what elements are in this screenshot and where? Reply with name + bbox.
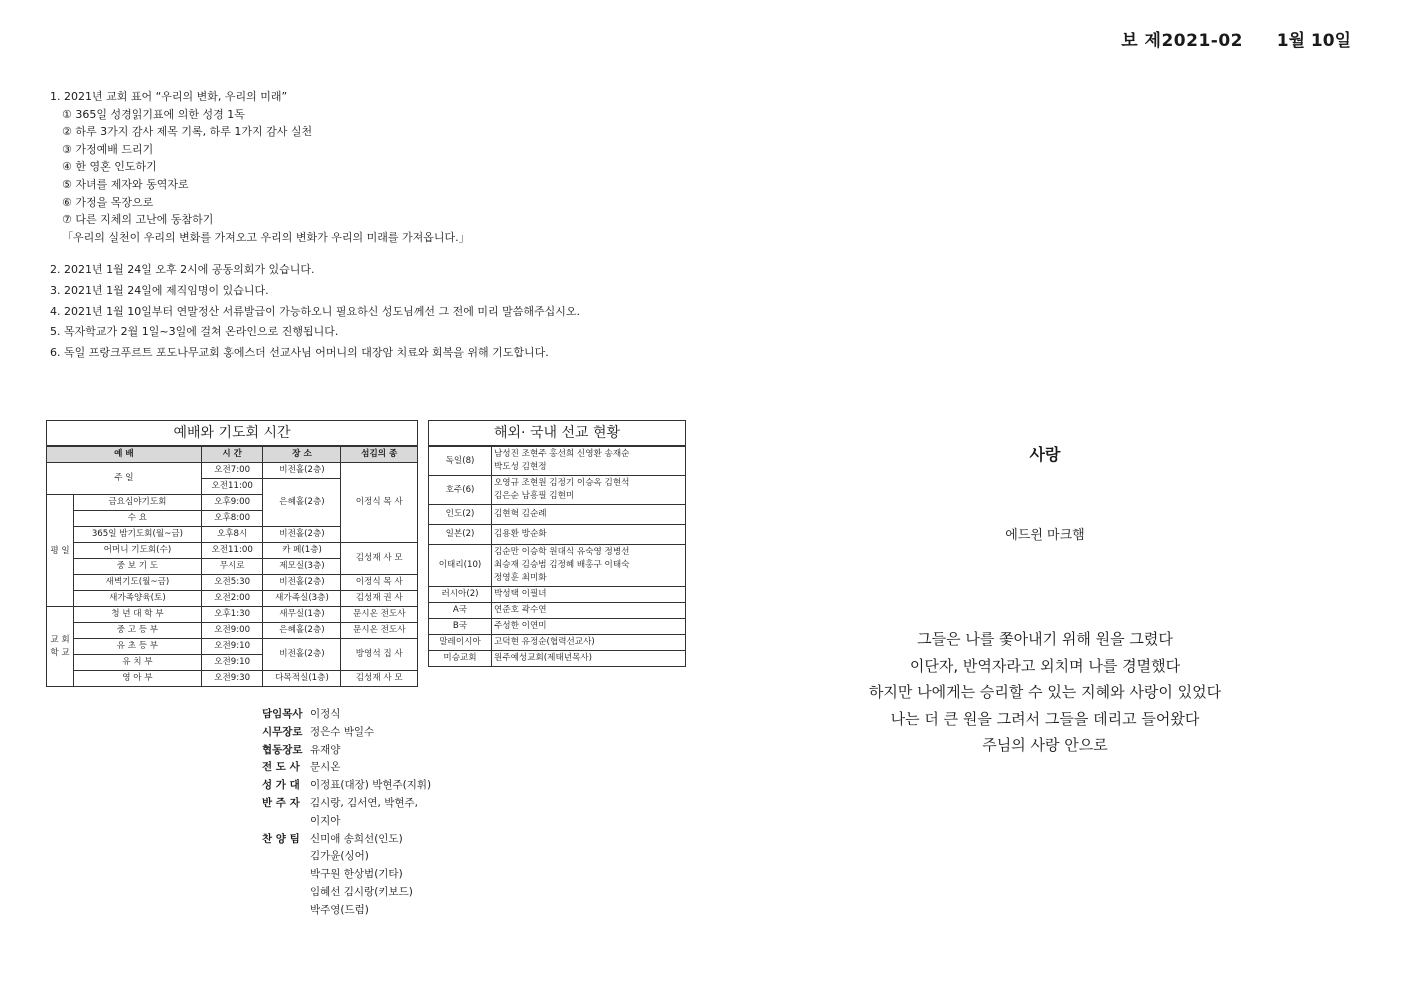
col-header-place: 장 소 <box>263 446 341 463</box>
staff-name: 이정식 <box>310 708 341 720</box>
issue-date: 1월 10일 <box>1276 31 1351 51</box>
staff-row <box>262 777 431 795</box>
mission-table-title: 해외· 국내 선교 현황 <box>429 421 686 447</box>
names-line: 고덕현 유정순(협력선교사) <box>494 637 595 647</box>
staff-name: 김시랑, 김서연, 박현주, <box>310 796 418 809</box>
staff-row <box>262 706 431 724</box>
staff-role: 시무장로 <box>262 725 303 738</box>
staff-role: 협동장로 <box>262 743 303 756</box>
schedule-name: 어머니 기도회(수) <box>74 543 202 559</box>
mission-country: 일본(2) <box>429 525 492 545</box>
schedule-time: 오전9:30 <box>201 671 263 687</box>
schedule-servant: 문시온 전도사 <box>341 607 418 623</box>
staff-role: 성 가 대 <box>262 779 300 792</box>
schedule-name: 영 아 부 <box>74 671 202 687</box>
schedule-time: 오후8시 <box>201 527 263 543</box>
schedule-time: 오전11:00 <box>201 543 263 559</box>
names-line: 원주예성교회(제태년목사) <box>494 653 593 663</box>
schedule-name: 유 초 등 부 <box>74 639 202 655</box>
grace-hall-place: 은혜홀(2층) <box>263 479 341 527</box>
staff-row <box>262 724 431 742</box>
schedule-time: 오전9:10 <box>201 639 263 655</box>
schedule-time: 오후9:00 <box>201 495 263 511</box>
motto-point: ② 하루 3가지 감사 제목 기록, 하루 1가지 감사 실천 <box>62 125 313 139</box>
poem-line: 이단자, 반역자라고 외치며 나를 경멸했다 <box>909 656 1181 675</box>
staff-name: 이정표(대장) 박현주(지휘) <box>310 779 432 792</box>
schedule-place: 새가족실(3층) <box>263 591 341 607</box>
sunday-time-1: 오전7:00 <box>201 463 263 479</box>
worship-table-title: 예배와 기도회 시간 <box>47 421 418 447</box>
announcement-item-2: 2. 2021년 1월 24일 오후 2시에 공동의회가 있습니다. <box>50 263 315 277</box>
staff-row <box>262 742 431 760</box>
staff-name: 정은수 박일수 <box>310 725 375 738</box>
schedule-servant: 김성재 권 사 <box>341 591 418 607</box>
names-line: 박도성 김현정 <box>494 462 547 472</box>
names-line: 정영훈 최미화 <box>494 573 547 583</box>
missionary-names <box>492 476 686 505</box>
schedule-time: 오전2:00 <box>201 591 263 607</box>
poem-author: 에드윈 마크햄 <box>1005 528 1085 543</box>
col-header-time: 시 간 <box>201 446 263 463</box>
names-line: 박성택 이필녀 <box>494 589 547 599</box>
child-servant: 방영석 집 사 <box>341 639 418 671</box>
missionary-names <box>492 651 686 667</box>
missionary-names <box>492 505 686 525</box>
worship-schedule-table <box>46 420 418 687</box>
sunday-label: 주 일 <box>47 463 202 495</box>
motto-point: ① 365일 성경읽기표에 의한 성경 1독 <box>62 107 245 121</box>
staff-name-continued: 이지아 <box>310 814 341 827</box>
schedule-place: 새무실(1층) <box>263 607 341 623</box>
schedule-time: 오전9:00 <box>201 623 263 639</box>
schedule-place: 은혜홀(2층) <box>263 623 341 639</box>
mission-country: 호주(6) <box>429 476 492 505</box>
names-line: 김순만 이승학 원대식 유숙영 정병선 <box>494 547 630 557</box>
sunday-place: 비전홀(2층) <box>263 463 341 479</box>
names-line: 연준호 곽수연 <box>494 605 547 615</box>
poem-line: 하지만 나에게는 승리할 수 있는 지혜와 사랑이 있었다 <box>868 683 1222 701</box>
motto-point: ⑦ 다른 지체의 고난에 동참하기 <box>62 213 214 227</box>
issue-number: 보 제2021-02 <box>1121 31 1243 51</box>
missionary-names <box>492 635 686 651</box>
motto-point: ③ 가정예배 드리기 <box>62 142 154 156</box>
announcement-item-6: 6. 독일 프랑크푸르트 포도나무교회 홍에스더 선교사님 어머니의 대장암 치료와 회복을 위해 기도합니다. <box>50 345 549 359</box>
schedule-place: 제모실(3층) <box>263 559 341 575</box>
schedule-servant: 문시온 전도사 <box>341 623 418 639</box>
announcement-item-1: 1. 2021년 교회 표어 “우리의 변화, 우리의 미래” <box>50 90 288 103</box>
mission-country: 미승교회 <box>429 651 492 667</box>
motto-point: ⑥ 가정을 목장으로 <box>62 195 154 209</box>
staff-role: 반 주 자 <box>262 796 300 809</box>
praise-member: 박주영(드럼) <box>310 903 369 916</box>
praise-member: 박구원 한상범(기타) <box>310 868 403 881</box>
staff-role: 담임목사 <box>262 708 303 720</box>
schedule-time: 무시로 <box>201 559 263 575</box>
mission-country: 말레이시아 <box>429 635 492 651</box>
names-line: 김용환 방순화 <box>494 529 547 539</box>
schedule-name: 청 년 대 학 부 <box>74 607 202 623</box>
staff-name: 문시온 <box>310 761 341 774</box>
schedule-time: 오후1:30 <box>201 607 263 623</box>
schedule-time: 오전5:30 <box>201 575 263 591</box>
staff-name: 신미애 송희선(인도) <box>310 832 403 845</box>
mission-country: A국 <box>429 603 492 619</box>
names-line: 오영규 조현원 김정기 이승옥 김현석 <box>494 478 630 488</box>
praise-member: 김가윤(싱어) <box>310 850 369 863</box>
weekday-label: 평 일 <box>47 495 74 607</box>
staff-row <box>262 831 431 849</box>
poem-line: 주님의 사랑 안으로 <box>982 736 1108 754</box>
missionary-names <box>492 603 686 619</box>
motto-quote: 「우리의 실천이 우리의 변화를 가져오고 우리의 변화가 우리의 미래를 가져옵니다.」 <box>62 230 470 244</box>
praise-member: 임혜선 김시랑(키보드) <box>310 885 413 898</box>
announcement-item-5: 5. 목자학교가 2월 1일~3일에 걸쳐 온라인으로 진행됩니다. <box>50 325 339 339</box>
staff-list <box>262 706 431 920</box>
schedule-name: 중 고 등 부 <box>74 623 202 639</box>
schedule-time: 오후8:00 <box>201 511 263 527</box>
vision-hall-place: 비전홀(2층) <box>263 639 341 671</box>
staff-name: 유재양 <box>310 743 341 756</box>
motto-point: ⑤ 자녀를 제자와 동역자로 <box>62 177 189 191</box>
missionary-names <box>492 525 686 545</box>
sunday-time-2: 오전11:00 <box>201 479 263 495</box>
poem-line: 나는 더 큰 원을 그려서 그들을 데리고 들어왔다 <box>890 709 1200 728</box>
names-line: 남성진 조현주 홍선희 신영환 송재순 <box>494 449 630 459</box>
schedule-name: 유 치 부 <box>74 655 202 671</box>
staff-row <box>262 795 431 813</box>
schedule-time: 오전9:10 <box>201 655 263 671</box>
schedule-name: 새벽기도(월~금) <box>74 575 202 591</box>
col-header-service: 예 배 <box>47 446 202 463</box>
mother-servant: 김성재 사 모 <box>341 543 418 575</box>
mission-country: 이태리(10) <box>429 545 492 587</box>
schedule-place: 비전홀(2층) <box>263 527 341 543</box>
names-line: 최승재 김승범 김정혜 배홍구 이태숙 <box>494 560 630 570</box>
col-header-servant: 섬김의 종 <box>341 446 418 463</box>
missionary-names <box>492 545 686 587</box>
schedule-name: 365일 밤기도회(월~금) <box>74 527 202 543</box>
announcement-item-4: 4. 2021년 1월 10일부터 연말정산 서류발급이 가능하오니 필요하신 성도님께선 그 전에 미리 말씀해주십시오. <box>50 304 580 318</box>
poem-title: 사랑 <box>1029 445 1061 464</box>
missionary-names <box>492 446 686 476</box>
mission-country: 독일(8) <box>429 446 492 476</box>
schedule-servant: 김성재 사 모 <box>341 671 418 687</box>
mission-country: 러시아(2) <box>429 587 492 603</box>
mission-status-table <box>428 420 686 667</box>
church-school-label: 교 회 학 교 <box>47 607 74 687</box>
poem-line: 그들은 나를 쫓아내기 위해 원을 그렸다 <box>917 630 1173 648</box>
schedule-place: 다목적실(1층) <box>263 671 341 687</box>
schedule-place: 비전홀(2층) <box>263 575 341 591</box>
main-servant: 이정식 목 사 <box>341 463 418 543</box>
poem-body <box>800 626 1290 759</box>
schedule-name: 중 보 기 도 <box>74 559 202 575</box>
staff-role: 찬 양 팀 <box>262 832 300 845</box>
names-line: 주성한 이연미 <box>494 621 547 631</box>
mission-country: B국 <box>429 619 492 635</box>
schedule-name: 금요심야기도회 <box>74 495 202 511</box>
missionary-names <box>492 587 686 603</box>
mission-country: 인도(2) <box>429 505 492 525</box>
announcements <box>50 88 690 361</box>
missionary-names <box>492 619 686 635</box>
schedule-place: 카 페(1층) <box>263 543 341 559</box>
staff-role: 전 도 사 <box>262 761 300 774</box>
announcement-item-3: 3. 2021년 1월 24일에 제직임명이 있습니다. <box>50 283 269 297</box>
names-line: 김은순 남흥필 김현미 <box>494 491 575 501</box>
staff-row <box>262 759 431 777</box>
schedule-name: 새가족양육(토) <box>74 591 202 607</box>
names-line: 김현혁 김순례 <box>494 509 547 519</box>
schedule-name: 수 요 <box>74 511 202 527</box>
schedule-servant: 이정식 목 사 <box>341 575 418 591</box>
motto-point: ④ 한 영혼 인도하기 <box>62 160 157 174</box>
